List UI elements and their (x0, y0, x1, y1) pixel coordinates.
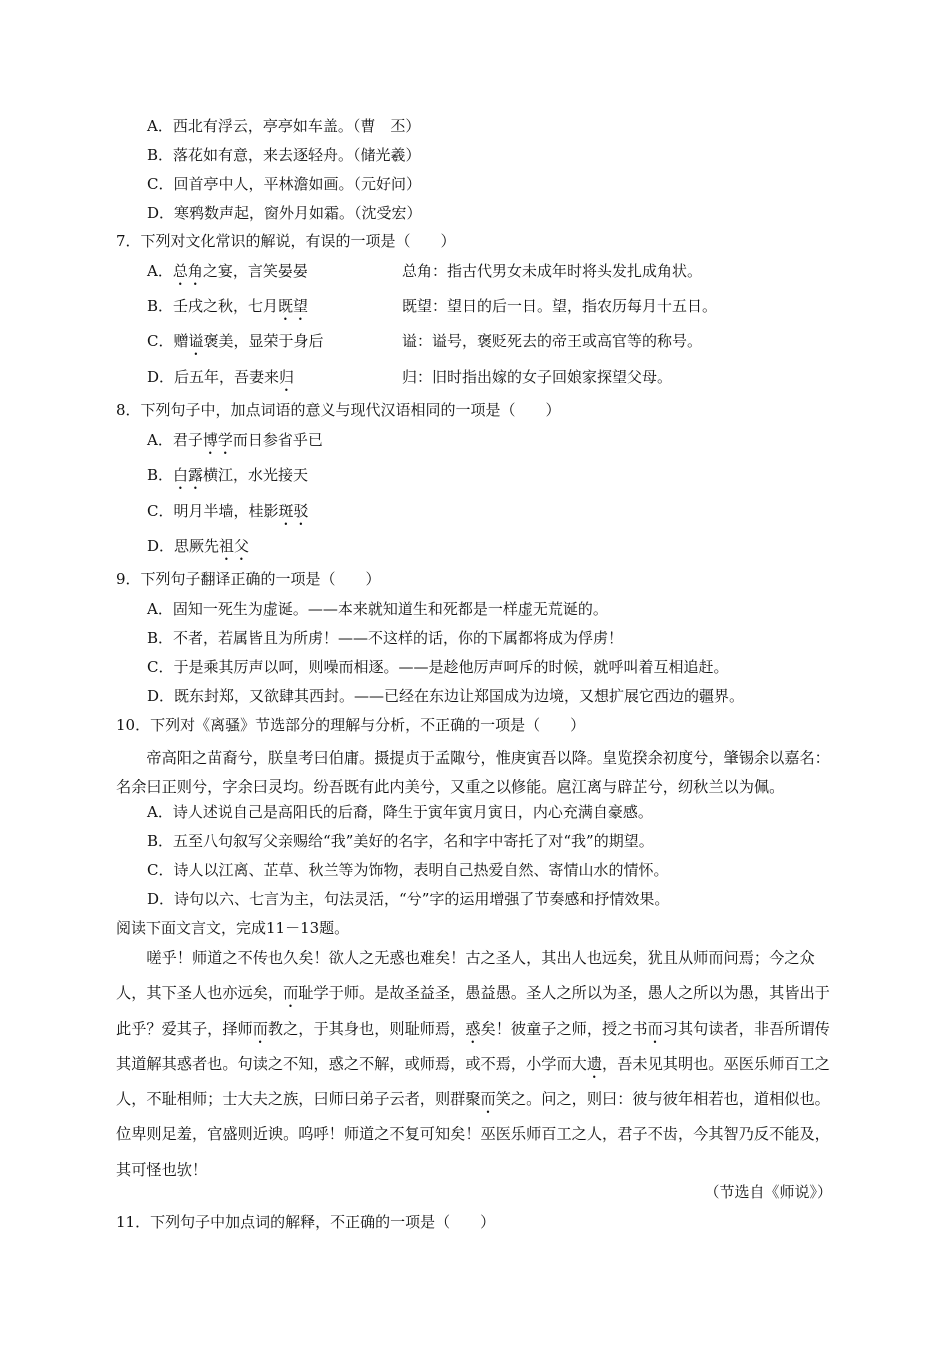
q7-explain-a: 总角：指古代男女未成年时将头发扎成角状。 (402, 262, 703, 280)
q7-explain-d: 归：旧时指出嫁的女子回娘家探望父母。 (402, 368, 673, 386)
q8-option-d: D．思厥先祖父 (147, 537, 250, 555)
q10-stem: 10．下列对《离骚》节选部分的理解与分析，不正确的一项是（ ） (116, 716, 586, 734)
q9-option-d: D．既东封郑，又欲肆其西封。——已经在东边让郑国成为边境，又想扩展它西边的疆界。 (147, 687, 745, 705)
q10-option-c: C．诗人以江离、芷草、秋兰等为饰物，表明自己热爱自然、寄情山水的情怀。 (147, 861, 669, 879)
q9-option-c: C．于是乘其厉声以呵，则噪而相逐。——是趁他厉声呵斥的时候，就呼叫着互相追赶。 (147, 658, 729, 676)
dotted-term: 谥 (188, 332, 204, 350)
q7-option-c: C．赠谥褒美，显荣于身后 (147, 332, 324, 350)
q7-option-b: B．壬戌之秋，七月既望 (147, 297, 309, 315)
q6-option-c: C．回首亭中人，平林澹如画。（元好问） (147, 175, 421, 193)
q6-option-a: A．西北有浮云，亭亭如车盖。（曹 丕） (147, 117, 421, 135)
q7-option-d: D．后五年，吾妻来归 (147, 368, 295, 386)
q9-option-b: B．不者，若属皆且为所虏！——不这样的话，你的下属都将成为俘虏！ (147, 629, 624, 647)
q9-option-a: A．固知一死生为虚诞。——本来就知道生和死都是一样虚无荒诞的。 (147, 600, 608, 618)
q6-option-b: B．落花如有意，来去逐轻舟。（储光羲） (147, 146, 421, 164)
dotted-word: 而 (283, 984, 299, 1003)
q10-option-d: D．诗句以六、七言为主，句法灵活，“兮”字的运用增强了节奏感和抒情效果。 (147, 890, 670, 908)
q10-poem: 帝高阳之苗裔兮，朕皇考曰伯庸。摄提贞于孟陬兮，惟庚寅吾以降。皇览揆余初度兮，肇锡余以嘉名：名余曰正则兮，字余曰灵均。纷吾既有此内美兮，又重之以修能。扈江离与辟芷兮，纫秋兰以为佩。 (116, 749, 830, 796)
q8-option-c: C．明月半墙，桂影斑驳 (147, 502, 309, 520)
q10-option-a: A．诗人述说自己是高阳氏的后裔，降生于寅年寅月寅日，内心充满自豪感。 (147, 803, 653, 821)
reading-intro: 阅读下面文言文，完成11－13题。 (116, 919, 350, 937)
q7-option-a: A．总角之宴，言笑晏晏 (147, 262, 308, 280)
dotted-term: 归 (279, 368, 295, 386)
dotted-word: 惑 (465, 1019, 481, 1038)
dotted-word: 而 (647, 1019, 663, 1038)
passage-source: （节选自《师说》） (704, 1183, 832, 1201)
dotted-term: 总角 (172, 262, 203, 280)
q6-option-d: D．寒鸦数声起，窗外月如霜。（沈受宏） (147, 204, 422, 222)
dotted-word: 而 (480, 1090, 496, 1109)
q10-option-b: B．五至八句叙写父亲赐给“我”美好的名字，名和字中寄托了对“我”的期望。 (147, 832, 654, 850)
q11-stem: 11．下列句子中加点词的解释，不正确的一项是（ ） (116, 1213, 496, 1231)
q9-stem: 9．下列句子翻译正确的一项是（ ） (116, 570, 381, 588)
dotted-term: 祖父 (219, 537, 250, 555)
dotted-word: 而 (252, 1019, 268, 1038)
dotted-term: 博学 (202, 431, 233, 449)
dotted-term: 既望 (278, 297, 309, 315)
q7-stem: 7．下列对文化常识的解说，有误的一项是（ ） (116, 232, 456, 250)
passage-text: 嗟乎！师道之不传也久矣！欲人之无惑也难矣！古之圣人，其出人也远矣，犹且从师而问焉；今之众人，其下圣人也亦远矣，而耻学于师。是故圣益圣，愚益愚。圣人之所以为圣，愚人之所以为愚，其皆出于此乎？爱其子，择师而教之，于其身也，则耻师焉，惑矣！彼童子之师，授之书而习其句读者，非吾所谓传其道解其惑者也。句读之不知，惑之不解，或师焉，或不焉，小学而大遗，吾未见其明也。巫医乐师百工之人，不耻相师；士大夫之族，曰师曰弟子云者，则群聚而笑之。问之，则曰：彼与彼年相若也，道相似也。位卑则足羞，官盛则近谀。呜呼！师道之不复可知矣！巫医乐师百工之人，君子不齿，今其智乃反不能及，其可怪也欤！ (116, 949, 830, 1179)
q7-explain-b: 既望：望日的后一日。望，指农历每月十五日。 (402, 297, 718, 315)
q8-option-b: B．白露横江，水光接天 (147, 466, 309, 484)
q7-explain-c: 谥：谥号，褒贬死去的帝王或高官等的称号。 (402, 332, 703, 350)
dotted-term: 白露 (173, 466, 204, 484)
dotted-term: 斑驳 (278, 502, 309, 520)
dotted-word: 遗 (586, 1054, 602, 1073)
q8-stem: 8．下列句子中，加点词语的意义与现代汉语相同的一项是（ ） (116, 401, 561, 419)
q8-option-a: A．君子博学而日参省乎已 (147, 431, 323, 449)
